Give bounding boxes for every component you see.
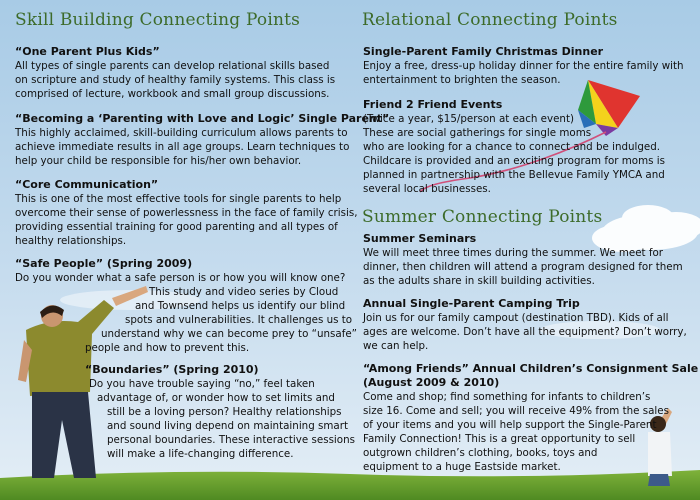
section-one-parent-plus-kids bbox=[15, 45, 335, 101]
section-title: “Becoming a ‘Parenting with Love and Logic’ Single Parent” bbox=[15, 112, 390, 125]
section-safe-people bbox=[15, 257, 357, 355]
section-text: Enjoy a free, dress-up holiday dinner for the entire family with entertainment to brighten the season. bbox=[363, 60, 684, 86]
section-title: “One Parent Plus Kids” bbox=[15, 45, 160, 58]
section-core-communication bbox=[15, 178, 358, 248]
section-text: This is one of the most effective tools for single parents to help overcome their sense of powerlessness in the face of family crisis, providing essential training for good parenting and all types of healthy relationships. bbox=[15, 193, 358, 247]
section-summer-seminars bbox=[363, 232, 683, 288]
section-text: This highly acclaimed, skill-building curriculum allows parents to achieve immediate results in all age groups. Learn techniques to help your child be responsible for his/her own behavior. bbox=[15, 127, 350, 167]
section-text: We will meet three times during the summer. We meet for dinner, then children will attend a program designed for them as the adults share in skill building activities. bbox=[363, 247, 683, 287]
section-subtitle: (August 2009 & 2010) bbox=[363, 376, 500, 389]
section-text: Join us for our family campout (destination TBD). Kids of all ages are welcome. Don’t have all the equipment? Don’t worry, we can help. bbox=[363, 312, 687, 352]
section-text: Do you wonder what a safe person is or how you will know one? This study and video series by Cloud and Townsend helps us identify our blind spots and vulnerabilities. It challenges us to understand why we can become prey to “unsafe” people and how to prevent this. bbox=[15, 272, 357, 354]
section-title: “Boundaries” (Spring 2010) bbox=[85, 363, 259, 376]
section-title: “Core Communication” bbox=[15, 178, 159, 191]
section-text: (Twice a year, $15/person at each event) These are social gatherings for single moms who are looking for a chance to connect and be indulged. Childcare is provided and an exciting program for moms is planned in partnership with the Bellevue Family YMCA and several local businesses. bbox=[363, 113, 665, 195]
skill-building-heading: Skill Building Connecting Points bbox=[15, 10, 301, 30]
section-text: Do you have trouble saying “no,” feel taken advantage of, or wonder how to set limits and still be a loving person? Healthy relationships and sound living depend on maintaining smart personal boundaries. These interactive sessions will make a life-changing difference. bbox=[89, 378, 355, 460]
section-title: Annual Single-Parent Camping Trip bbox=[363, 297, 580, 310]
section-title: Single-Parent Family Christmas Dinner bbox=[363, 45, 604, 58]
section-boundaries bbox=[85, 363, 355, 461]
section-friend-2-friend bbox=[363, 98, 665, 196]
section-text: Come and shop; find something for infants to children’s size 16. Come and sell; you will receive 49% from the sales of your items and you will help support the Single-Parent Family Connection! This is a great opportunity to sell outgrown children’s clothing, books, toys and equipment to a huge Eastside market. bbox=[363, 391, 669, 473]
section-title: “Safe People” (Spring 2009) bbox=[15, 257, 193, 270]
section-title: Summer Seminars bbox=[363, 232, 477, 245]
section-camping-trip bbox=[363, 297, 687, 353]
summer-heading: Summer Connecting Points bbox=[362, 207, 603, 227]
section-christmas-dinner bbox=[363, 45, 684, 87]
section-text: All types of single parents can develop relational skills based on scripture and study of healthy family systems. This class is comprised of lecture, workbook and small group discussions. bbox=[15, 60, 336, 100]
section-consignment-sale bbox=[363, 362, 698, 474]
section-title: “Among Friends” Annual Children’s Consignment Sale bbox=[363, 362, 699, 375]
section-love-and-logic bbox=[15, 112, 389, 168]
grass bbox=[0, 470, 700, 500]
relational-heading: Relational Connecting Points bbox=[362, 10, 618, 30]
section-title: Friend 2 Friend Events bbox=[363, 98, 503, 111]
